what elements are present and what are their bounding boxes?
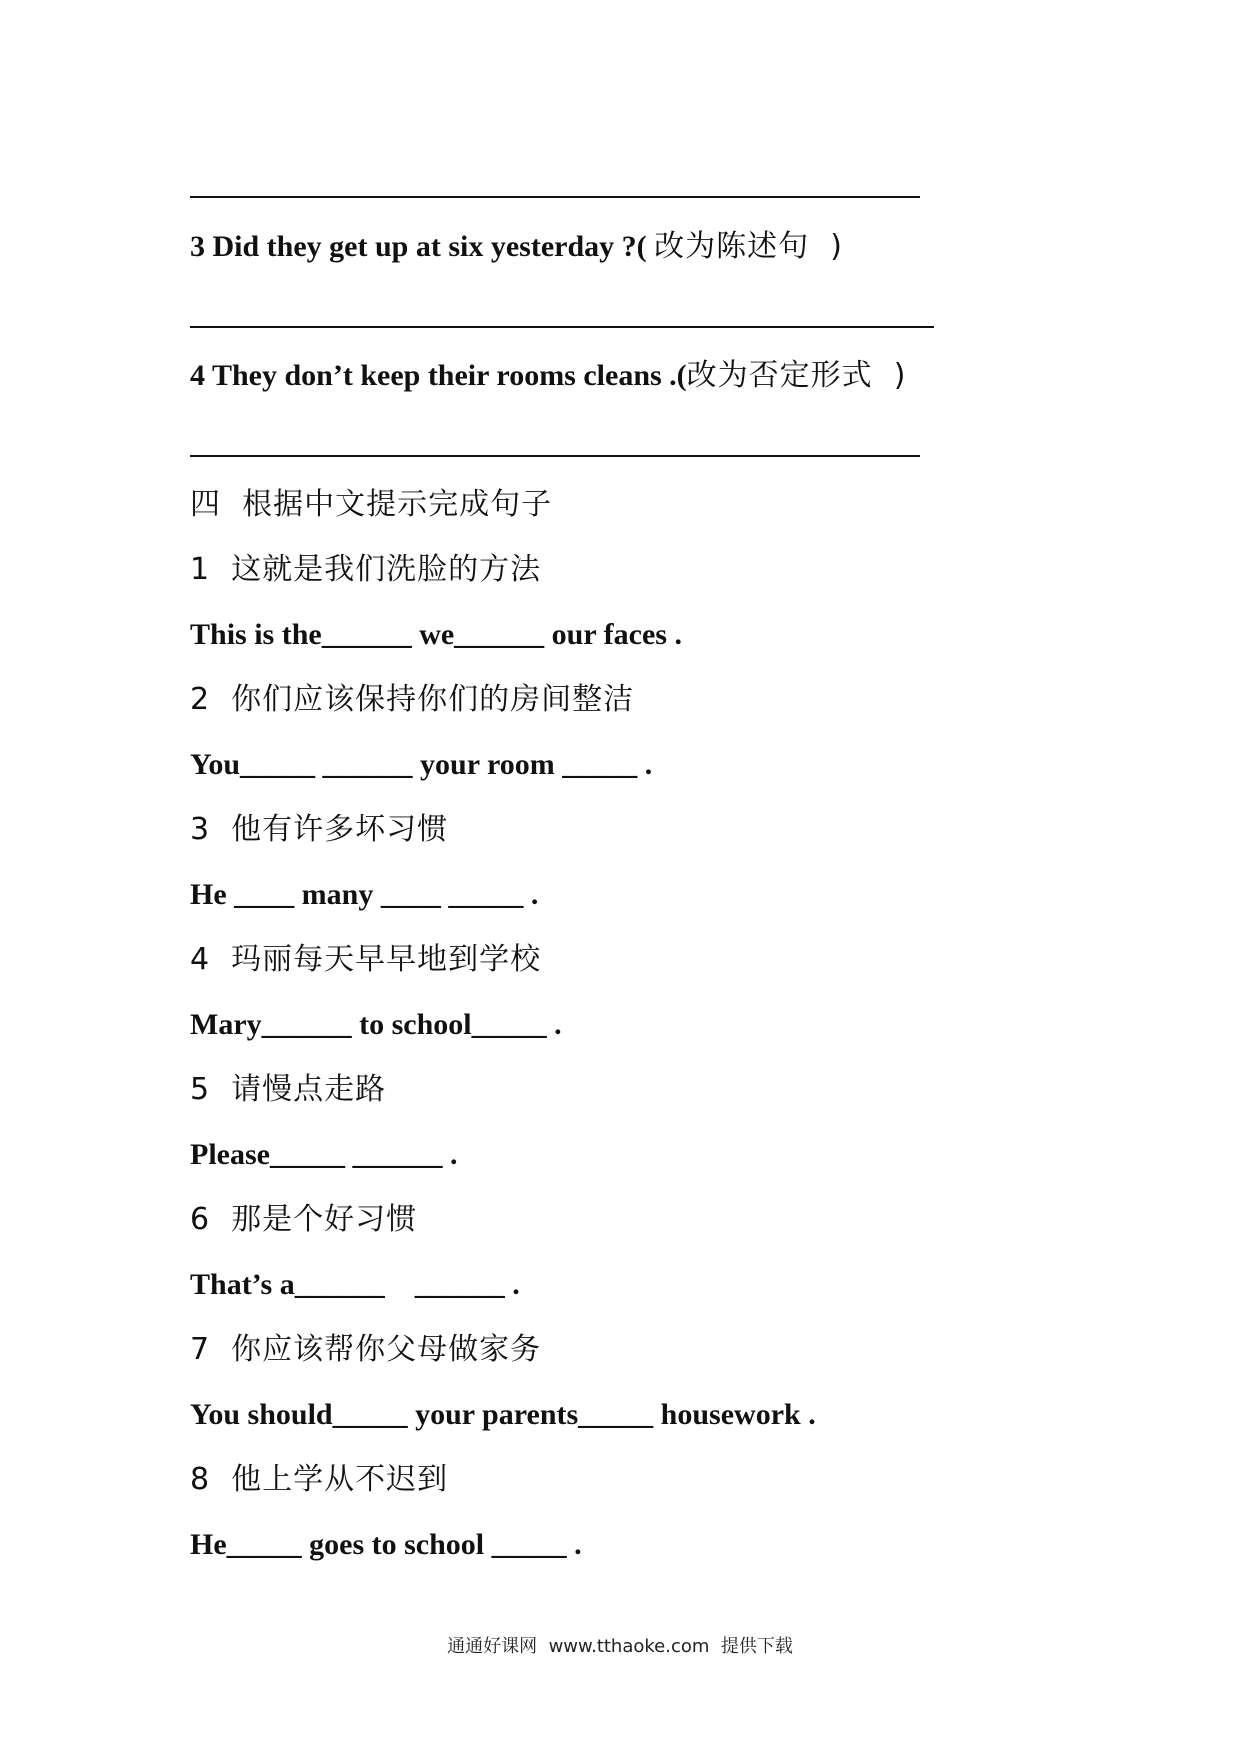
answer-line bbox=[190, 455, 920, 457]
item-6-chinese: 6 那是个好习惯 bbox=[190, 1202, 418, 1237]
item-2-chinese: 2 你们应该保持你们的房间整洁 bbox=[190, 682, 635, 717]
footer-watermark: 通通好课网 www.tthaoke.com 提供下载 bbox=[447, 1636, 793, 1657]
item-4-english: Mary______ to school_____ . bbox=[190, 1008, 562, 1041]
item-1-chinese: 1 这就是我们洗脸的方法 bbox=[190, 552, 542, 587]
item-3-chinese: 3 他有许多坏习惯 bbox=[190, 812, 449, 847]
item-8-chinese: 8 他上学从不迟到 bbox=[190, 1462, 449, 1497]
item-8-english: He_____ goes to school _____ . bbox=[190, 1528, 582, 1561]
answer-line bbox=[190, 326, 934, 328]
question-4-text: 4 They don’t keep their rooms cleans .( bbox=[190, 359, 687, 392]
item-7-english: You should_____ your parents_____ housework . bbox=[190, 1398, 816, 1431]
item-4-chinese: 4 玛丽每天早早地到学校 bbox=[190, 942, 542, 977]
item-3-english: He ____ many ____ _____ . bbox=[190, 878, 539, 911]
item-7-chinese: 7 你应该帮你父母做家务 bbox=[190, 1332, 542, 1367]
item-6-english: That’s a______ ______ . bbox=[190, 1268, 520, 1301]
section-title: 四 根据中文提示完成句子 bbox=[190, 487, 553, 522]
item-5-english: Please_____ ______ . bbox=[190, 1138, 458, 1171]
question-3 bbox=[190, 227, 843, 267]
answer-line bbox=[190, 196, 920, 198]
question-3-text: 3 Did they get up at six yesterday ?( bbox=[190, 230, 655, 263]
item-5-chinese: 5 请慢点走路 bbox=[190, 1072, 387, 1107]
item-1-english: This is the______ we______ our faces . bbox=[190, 618, 682, 651]
question-3-instruction: 改为陈述句 ) bbox=[654, 229, 843, 264]
item-2-english: You_____ ______ your room _____ . bbox=[190, 748, 653, 781]
question-4 bbox=[190, 356, 906, 396]
question-4-instruction: 改为否定形式 ) bbox=[686, 358, 907, 393]
